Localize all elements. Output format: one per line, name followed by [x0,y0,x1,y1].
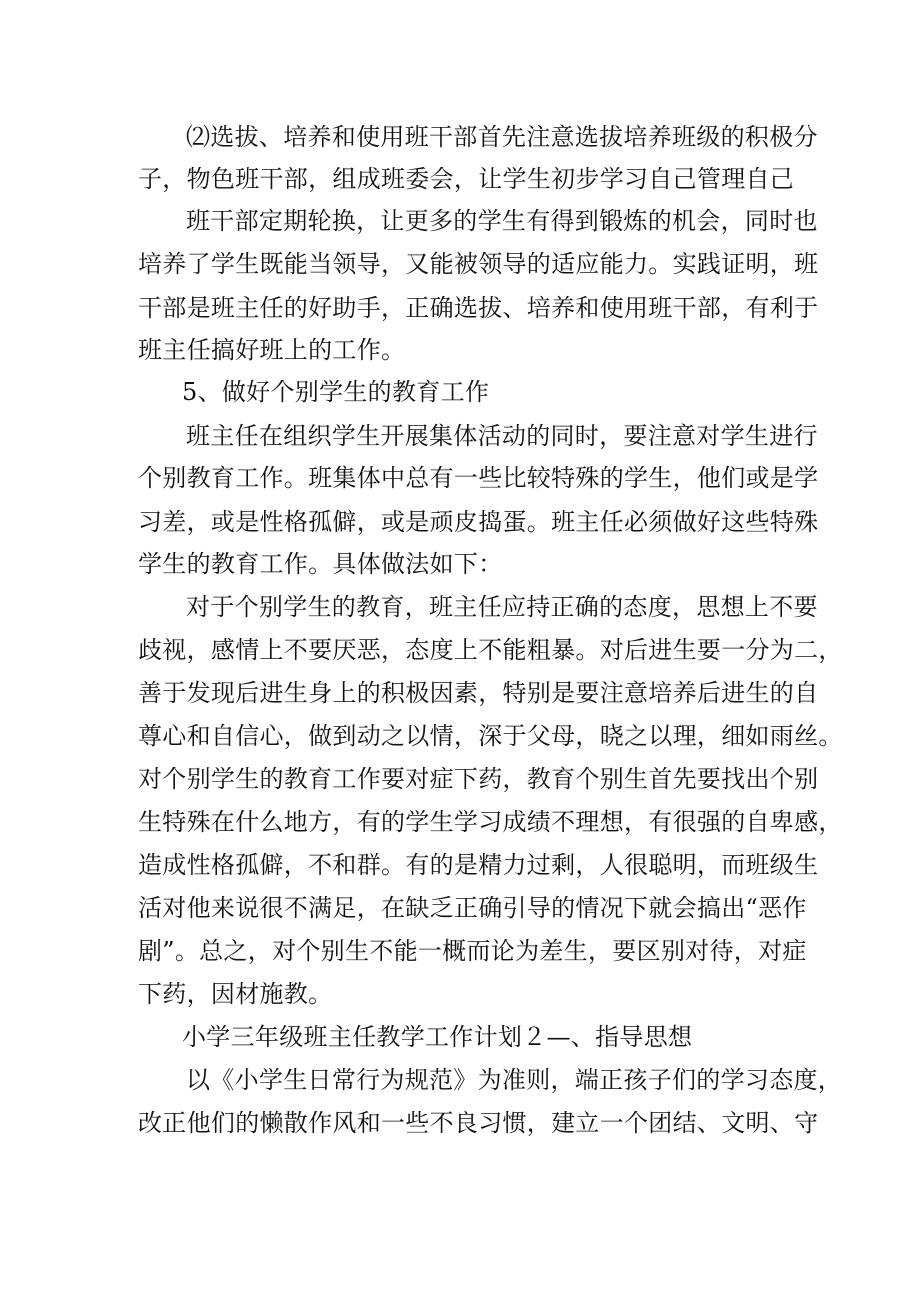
text-line: 尊心和自信心，做到动之以情，深于父母，晓之以理，细如雨丝。 [138,722,843,750]
text-line: 对个别学生的教育工作要对症下药，教育个别生首先要找出个别 [138,765,819,793]
text-line: 培养了学生既能当领导，又能被领导的适应能力。实践证明，班 [138,250,819,278]
text-line: 造成性格孤僻，不和群。有的是精力过剩，人很聪明，而班级生 [138,851,819,879]
text-line: 下药，因材施教。 [138,980,333,1008]
text-line: 歧视，感情上不要厌恶，态度上不能粗暴。对后进生要一分为二， [138,636,843,664]
text-line: 活对他来说很不满足，在缺乏正确引导的情况下就会搞出“恶作 [138,894,807,922]
text-line: 以《小学生日常行为规范》为准则，端正孩子们的学习态度， [186,1066,843,1094]
text-line: 干部是班主任的好助手，正确选拔、培养和使用班干部，有利于 [138,294,819,322]
text-line: 个别教育工作。班集体中总有一些比较特殊的学生，他们或是学 [138,464,819,492]
text-line: 班干部定期轮换，让更多的学生有得到锻炼的机会，同时也 [186,207,818,235]
section-heading: 小学三年级班主任教学工作计划２—、指导思想 [182,1023,693,1051]
section-heading: 5、做好个别学生的教育工作 [182,378,490,406]
text-line: 对于个别学生的教育，班主任应持正确的态度，思想上不要 [186,593,818,621]
text-line: 生特殊在什么地方，有的学生学习成绩不理想，有很强的自卑感， [138,808,843,836]
text-line: 剧”。总之，对个别生不能一概而论为差生，要区别对待，对症 [138,937,807,965]
text-line: 班主任在组织学生开展集体活动的同时，要注意对学生进行 [186,422,818,450]
text-line: 子，物色班干部，组成班委会，让学生初步学习自己管理自己 [138,165,795,193]
text-line: ⑵选拔、培养和使用班干部首先注意选拔培养班级的积极分 [186,123,818,151]
text-line: 班主任搞好班上的工作。 [138,336,406,364]
text-line: 习差，或是性格孤僻，或是顽皮捣蛋。班主任必须做好这些特殊 [138,508,819,536]
text-line: 学生的教育工作。具体做法如下： [138,550,503,578]
text-line: 善于发现后进生身上的积极因素，特别是要注意培养后进生的自 [138,679,819,707]
text-line: 改正他们的懒散作风和一些不良习惯，建立一个团结、文明、守 [138,1109,819,1137]
